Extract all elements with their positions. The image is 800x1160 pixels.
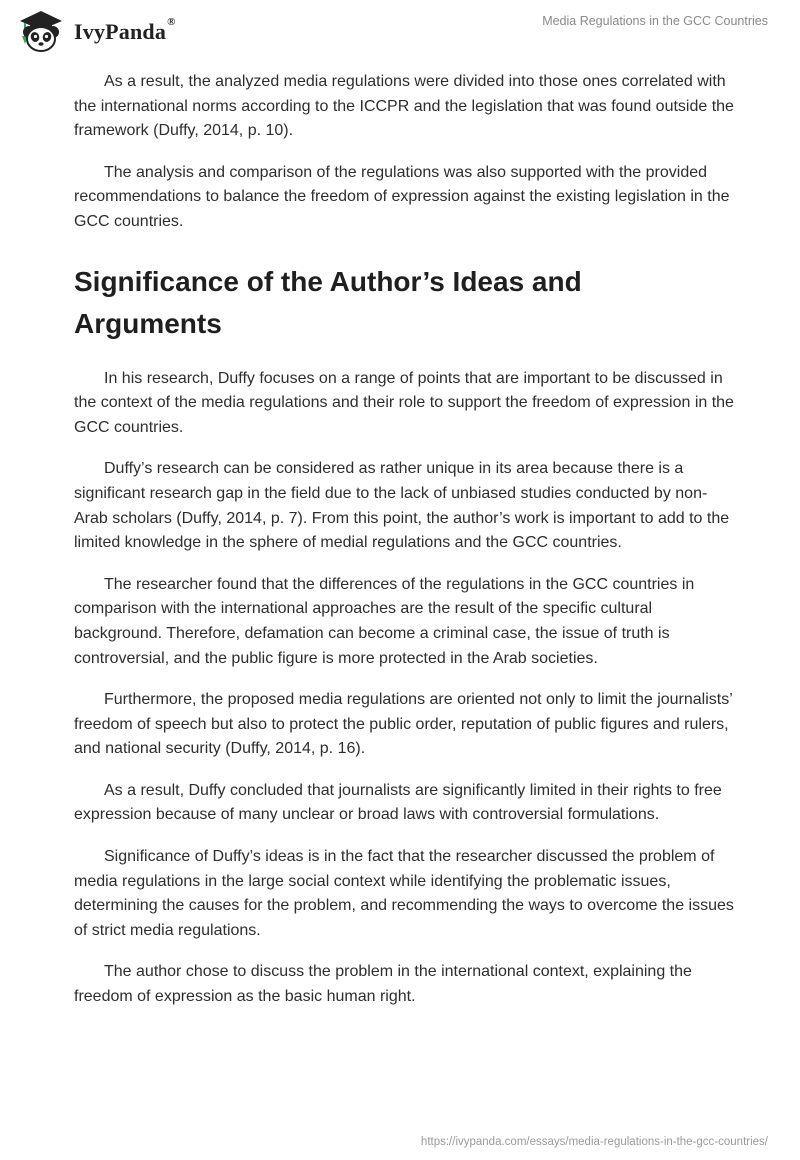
panda-graduate-icon (14, 8, 66, 54)
page-header (0, 0, 800, 60)
source-url-link[interactable]: https://ivypanda.com/essays/media-regulations-in-the-gcc-countries/ (420, 1136, 768, 1148)
paragraph: The author chose to discuss the problem in the international context, explaining the freedom of expression as the basic human right. (74, 963, 692, 1006)
section-heading: Significance of the Author’s Ideas and Arguments (74, 265, 582, 339)
brand-name: IvyPanda® (74, 16, 176, 44)
paragraph: In his research, Duffy focuses on a range of points that are important to be discussed in the context of the media regulations and their role to support the freedom of expression in the GCC countries. (74, 369, 734, 436)
paragraph: Duffy’s research can be considered as rather unique in its area because there is a significant research gap in the field due to the lack of unbiased studies conducted by non-Arab scholars (Duffy, 2014, p. 7). From this point, the author’s work is important to add to the limited knowledge in the sphere of medial regulations and the GCC countries. (74, 460, 730, 552)
document-title: Media Regulations in the GCC Countries (542, 14, 768, 28)
paragraph: The analysis and comparison of the regulations was also supported with the provided recommendations to balance the freedom of expression against the existing legislation in the GCC countries. (74, 163, 730, 230)
paragraph: Significance of Duffy’s ideas is in the fact that the researcher discussed the problem of media regulations in the large social context while identifying the problematic issues, determining the causes for the problem, and recommending the ways to overcome the issues of strict media regulations. (74, 848, 734, 939)
paragraph: As a result, Duffy concluded that journalists are significantly limited in their rights to free expression because of many unclear or broad laws with controversial formulations. (74, 781, 722, 824)
paragraph: Furthermore, the proposed media regulations are oriented not only to limit the journalists’ freedom of speech but also to protect the public order, reputation of public figures and rulers, and national security (Duffy, 2014, p. 16). (74, 691, 733, 758)
paragraph: As a result, the analyzed media regulations were divided into those ones correlated with the international norms according to the ICCPR and the legislation that was found outside the framework (Duffy, 2014, p. 10). (74, 73, 734, 140)
paragraph: The researcher found that the differences of the regulations in the GCC countries in comparison with the international approaches are the result of the specific cultural background. Therefore, defamation can become a criminal case, the issue of truth is controversial, and the public figure is more protected in the Arab societies. (74, 575, 695, 667)
brand-logo[interactable] (14, 8, 176, 54)
registered-mark: ® (167, 16, 176, 28)
article-body (74, 70, 734, 1027)
